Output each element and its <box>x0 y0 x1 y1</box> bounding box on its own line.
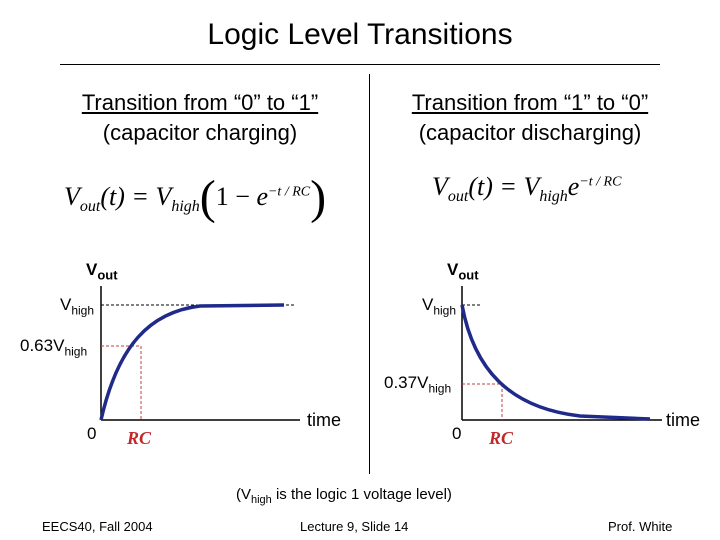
right-heading: Transition from “1” to “0” <box>411 90 649 115</box>
left-vout-label: $V_{out}$ <box>86 260 118 283</box>
footer-course: EECS40, Fall 2004 <box>42 519 153 534</box>
left-origin-label: 0 <box>87 424 97 443</box>
right-vout-label: $V_{out}$ <box>447 260 479 283</box>
left-level-label: $0.63V_{high}$ <box>20 336 88 359</box>
charging-curve <box>101 305 284 420</box>
left-heading: Transition from “0” to “1” <box>81 90 319 115</box>
right-subheading: (capacitor discharging) <box>418 120 642 145</box>
charging-equation: $V_{out}(t) = V_{high}(1 - e^{-t / RC})$ <box>64 171 327 224</box>
slide-title: Logic Level Transitions <box>207 18 513 51</box>
footer-slide-number: Lecture 9, Slide 14 <box>300 519 409 534</box>
right-rc-label: RC <box>489 428 514 448</box>
right-vhigh-label: $V_{high}$ <box>422 295 457 318</box>
footer-author: Prof. White <box>608 519 673 534</box>
right-origin-label: 0 <box>452 424 462 443</box>
right-time-label: time <box>666 410 701 430</box>
left-rc-label: RC <box>127 428 152 448</box>
left-vhigh-label: $V_{high}$ <box>60 295 95 318</box>
left-subheading: (capacitor charging) <box>102 120 298 145</box>
vhigh-note: ($V_{high}$ is the logic 1 voltage level) <box>236 486 452 506</box>
right-level-label: $0.37V_{high}$ <box>384 373 452 396</box>
discharging-curve <box>462 305 650 419</box>
discharging-equation: $V_{out}(t) = V_{high}e^{-t / RC}$ <box>432 172 622 206</box>
left-time-label: time <box>307 410 342 430</box>
